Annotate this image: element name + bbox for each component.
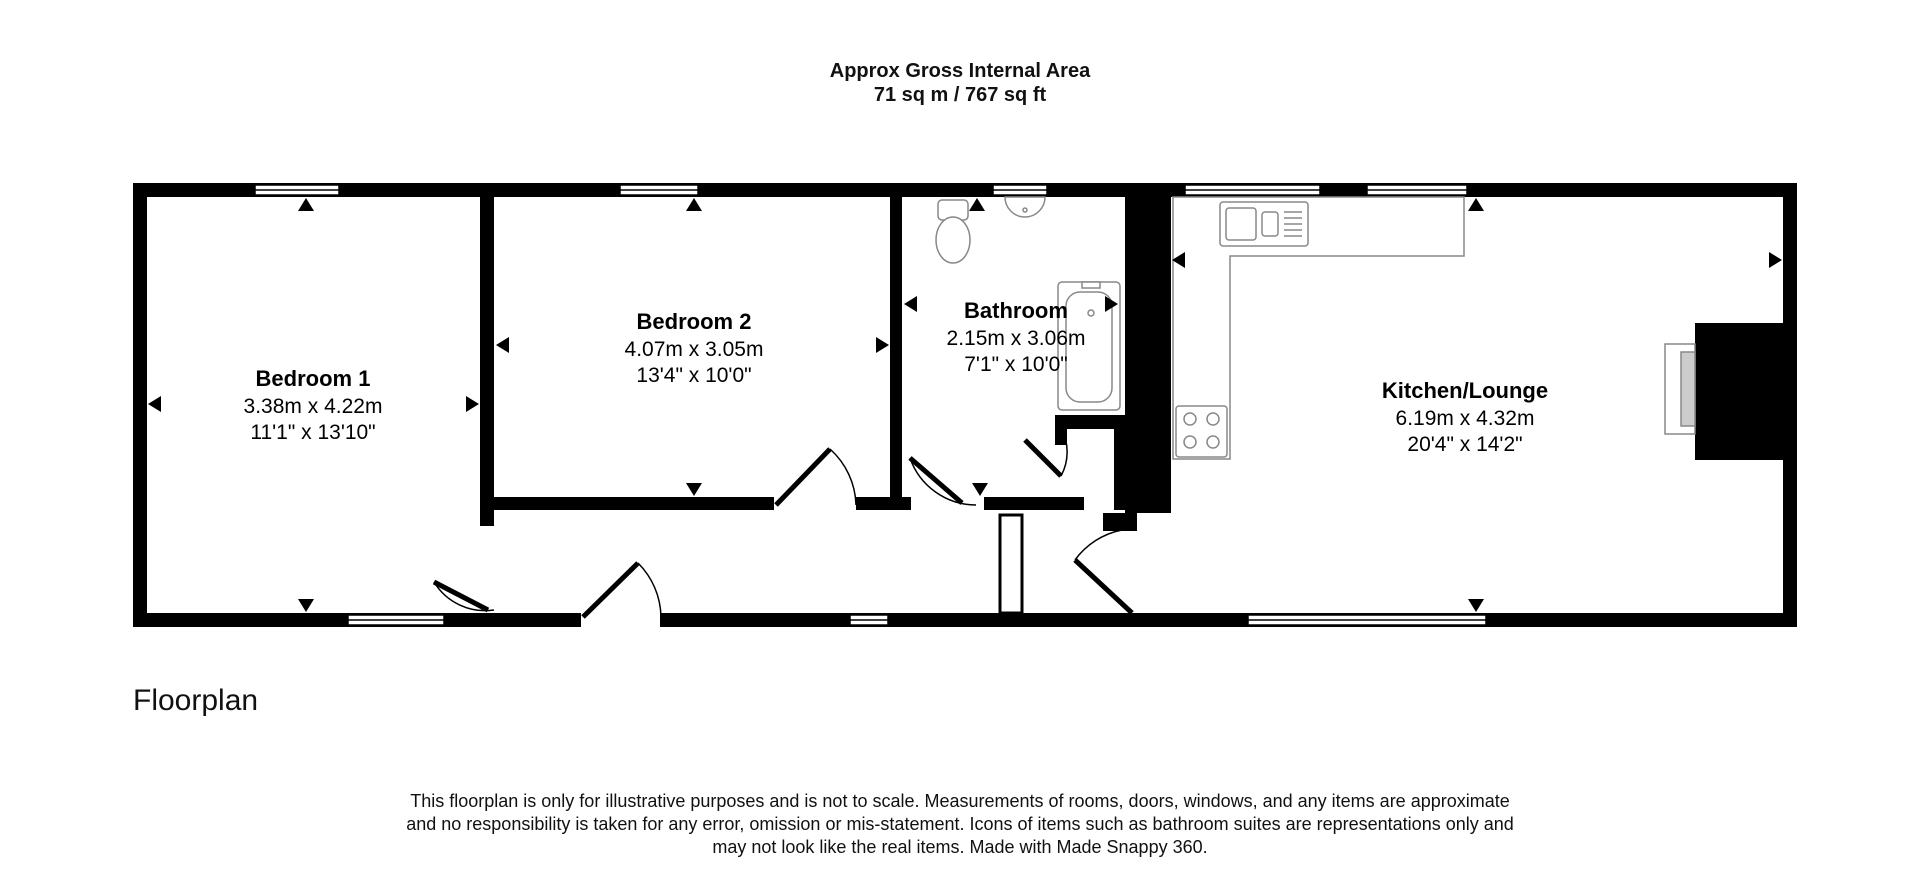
room-imperial: 7'1" x 10'0" — [964, 353, 1068, 376]
area-value: 71 sq m / 767 sq ft — [873, 84, 1047, 106]
disclaimer — [330, 790, 1590, 859]
room-metric: 4.07m x 3.05m — [624, 338, 764, 361]
area-title: Approx Gross Internal Area — [829, 60, 1091, 82]
interior-walls — [480, 193, 1787, 613]
disclaimer-line: and no responsibility is taken for any error, omission or mis-statement. Icons of items such as bathroom suites are representations only and — [406, 814, 1514, 834]
room-name: Kitchen/Lounge — [1381, 378, 1549, 403]
room-metric: 2.15m x 3.06m — [946, 327, 1086, 350]
room-bathroom — [947, 298, 1086, 376]
room-imperial: 20'4" x 14'2" — [1407, 433, 1523, 456]
disclaimer-line: may not look like the real items. Made with Made Snappy 360. — [712, 837, 1208, 857]
room-imperial: 13'4" x 10'0" — [636, 364, 752, 387]
hob-icon — [1176, 406, 1227, 457]
sink-icon — [1005, 197, 1045, 217]
room-bedroom-2 — [625, 309, 764, 387]
toilet-icon — [936, 200, 970, 263]
kitchen-sink-icon — [1220, 202, 1308, 246]
disclaimer-line: This floorplan is only for illustrative purposes and is not to scale. Measurements of rooms, doors, windows, and any items are approximate — [410, 791, 1510, 811]
room-metric: 3.38m x 4.22m — [243, 395, 383, 418]
room-name: Bedroom 1 — [255, 366, 371, 391]
fireplace-icon — [1665, 344, 1695, 434]
room-bedroom-1 — [244, 366, 383, 444]
room-metric: 6.19m x 4.32m — [1395, 407, 1535, 430]
floorplan-label: Floorplan — [133, 684, 259, 717]
measurement-arrows — [148, 198, 1782, 612]
room-name: Bedroom 2 — [636, 309, 752, 334]
room-imperial: 11'1" x 13'10" — [250, 421, 376, 444]
room-kitchen-lounge — [1382, 378, 1548, 456]
doors — [434, 428, 1132, 617]
room-name: Bathroom — [964, 298, 1068, 323]
